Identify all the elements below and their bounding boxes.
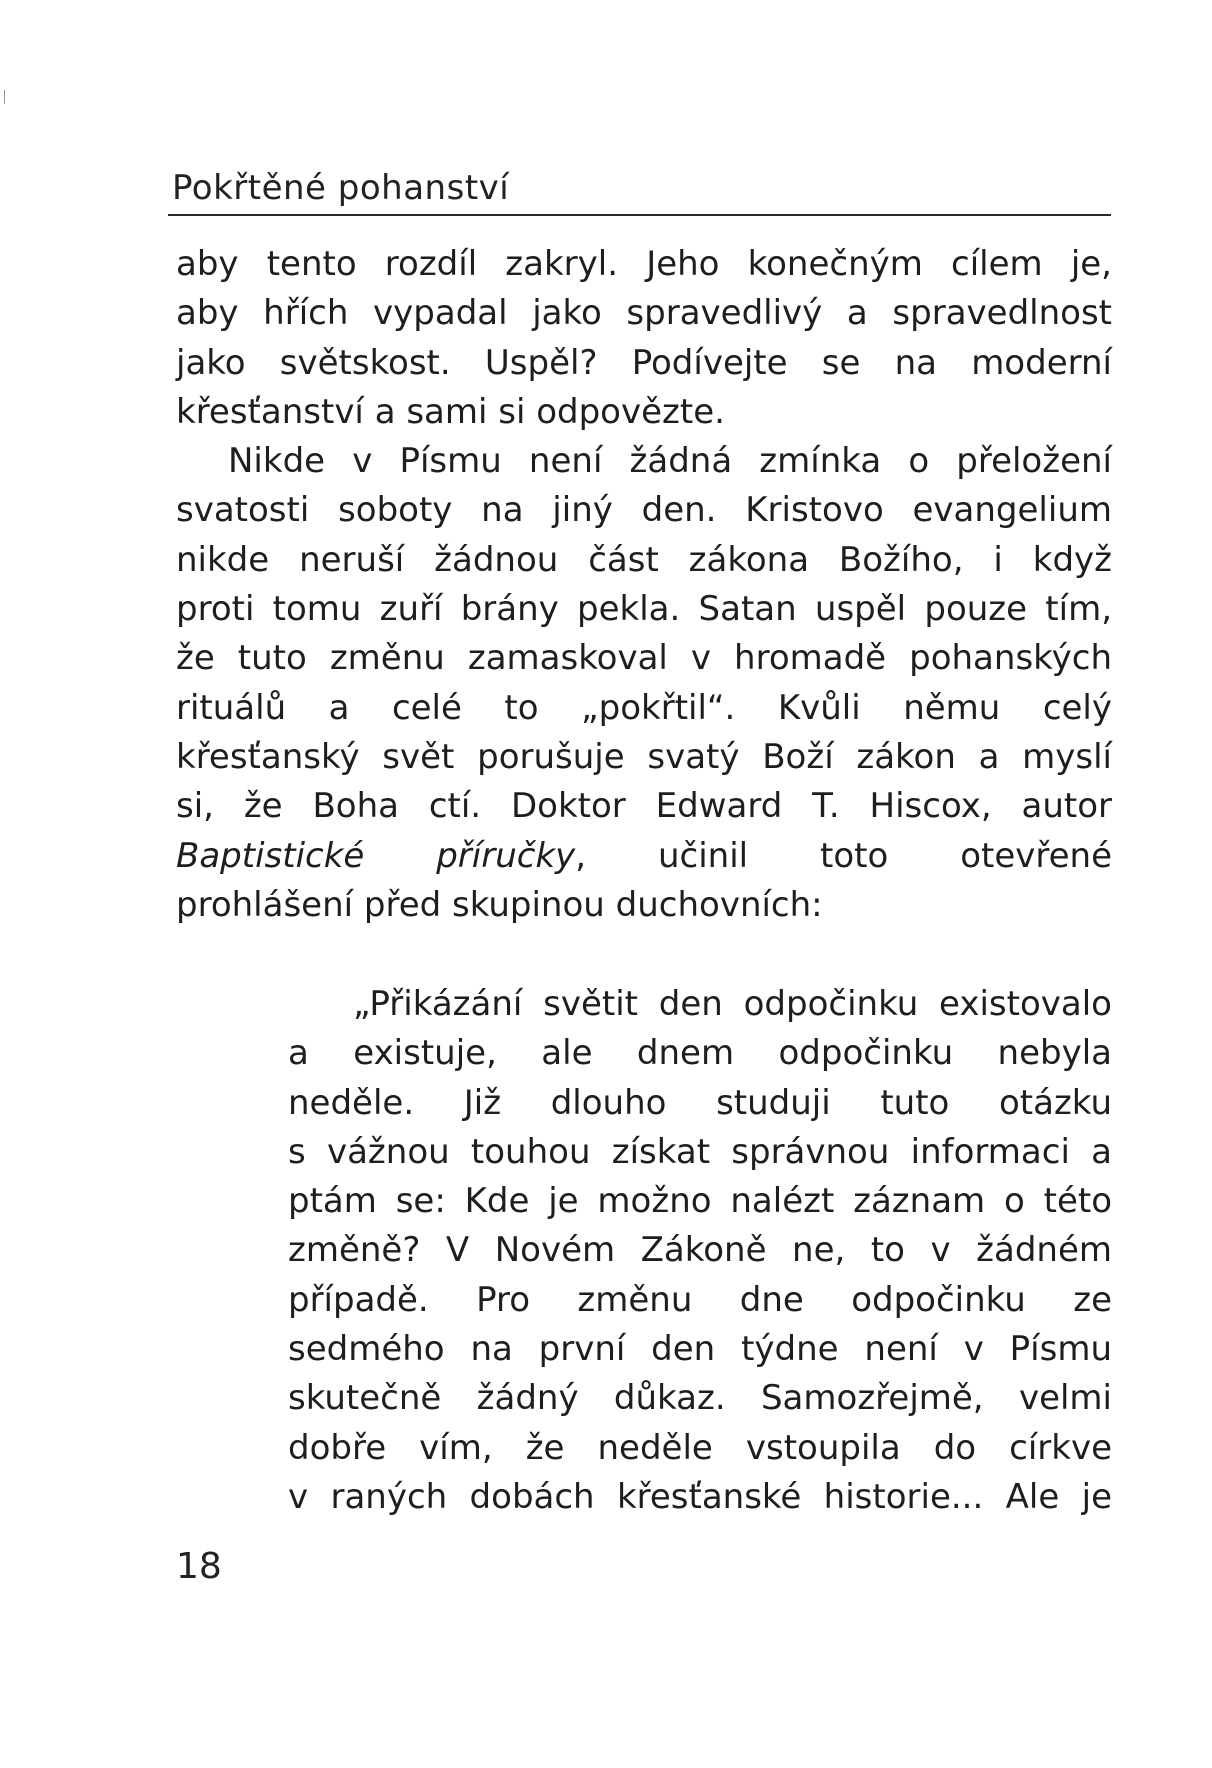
- text-fragment: , učinil toto otevřené: [575, 835, 1112, 876]
- quote-line: sedmého na první den týdne není v Písmu: [288, 1329, 1112, 1370]
- header-rule: [168, 214, 1111, 216]
- text-line: svatosti soboty na jiný den. Kristovo evangelium: [176, 490, 1112, 531]
- body-text: [176, 240, 1112, 930]
- text-line: křesťanství a sami si odpovězte.: [176, 391, 725, 432]
- quote-line: ptám se: Kde je možno nalézt záznam o této: [288, 1181, 1112, 1222]
- quote-line: případě. Pro změnu dne odpočinku ze: [288, 1279, 1112, 1320]
- text-line: rituálů a celé to „pokřtil“. Kvůli němu celý: [176, 687, 1112, 728]
- quote-line: dobře vím, že neděle vstoupila do církve: [288, 1427, 1112, 1468]
- quote-line: změně? V Novém Zákoně ne, to v žádném: [288, 1230, 1112, 1271]
- book-title: Baptistické příručky: [176, 835, 576, 876]
- text-line-with-title: [176, 832, 1112, 881]
- text-line: proti tomu zuří brány pekla. Satan uspěl pouze tím,: [176, 589, 1112, 630]
- text-line: křesťanský svět porušuje svatý Boží zákon a myslí: [176, 736, 1112, 777]
- text-line: nikde neruší žádnou část zákona Božího, i když: [176, 539, 1112, 580]
- block-quote: [288, 980, 1112, 1522]
- quote-line: skutečně žádný důkaz. Samozřejmě, velmi: [288, 1378, 1112, 1419]
- paragraph-first-line: Nikde v Písmu není žádná zmínka o přeložení: [228, 441, 1112, 482]
- text-line: si, že Boha ctí. Doktor Edward T. Hiscox, autor: [176, 786, 1112, 827]
- text-line: že tuto změnu zamaskoval v hromadě pohanských: [176, 638, 1112, 679]
- quote-first-line: „Přikázání světit den odpočinku existovalo: [353, 984, 1112, 1024]
- quote-line: v raných dobách křesťanské historie... Ale je: [288, 1476, 1112, 1517]
- quote-line: s vážnou touhou získat správnou informaci a: [288, 1131, 1112, 1172]
- text-line: jako světskost. Uspěl? Podívejte se na moderní: [176, 342, 1112, 383]
- text-line: aby tento rozdíl zakryl. Jeho konečným cílem je,: [176, 244, 1112, 284]
- text-line: aby hřích vypadal jako spravedlivý a spravedlnost: [176, 293, 1112, 334]
- quote-line: a existuje, ale dnem odpočinku nebyla: [288, 1033, 1112, 1074]
- text-line: prohlášení před skupinou duchovních:: [176, 884, 823, 925]
- page-number: 18: [176, 1546, 222, 1587]
- running-header: Pokřtěné pohanství: [172, 168, 510, 208]
- scan-artifact: [4, 90, 5, 104]
- quote-line: neděle. Již dlouho studuji tuto otázku: [288, 1082, 1112, 1123]
